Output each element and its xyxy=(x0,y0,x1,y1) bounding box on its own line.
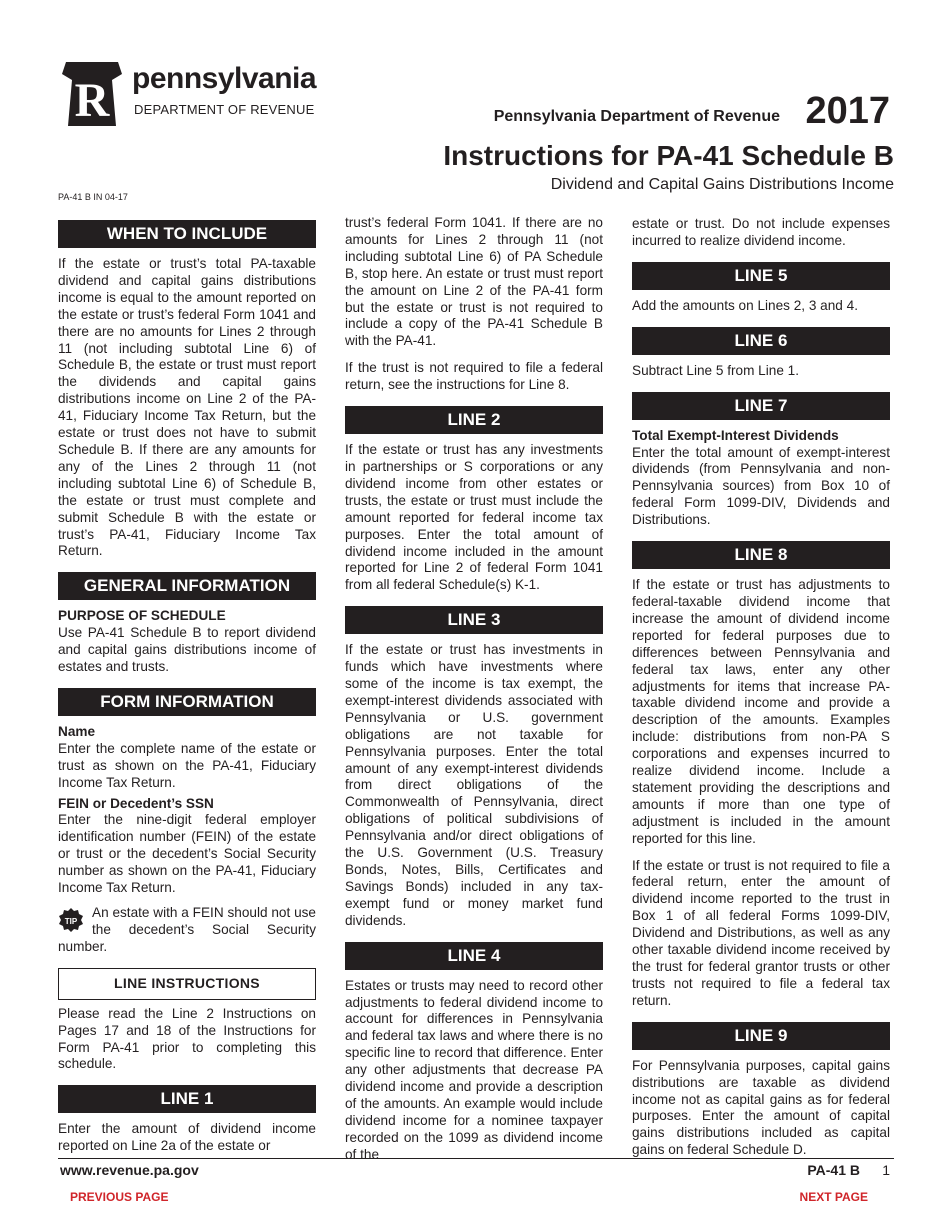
section-line-3: LINE 3 xyxy=(345,606,603,634)
section-form-information: FORM INFORMATION xyxy=(58,688,316,716)
svg-text:TIP: TIP xyxy=(64,917,78,926)
tip-text: An estate with a FEIN should not use the decedent’s Social Security number. xyxy=(58,905,316,954)
section-when-to-include: WHEN TO INCLUDE xyxy=(58,220,316,248)
section-line-instructions: LINE INSTRUCTIONS xyxy=(58,968,316,1000)
section-line-2: LINE 2 xyxy=(345,406,603,434)
line-7-heading: Total Exempt-Interest Dividends xyxy=(632,427,839,443)
section-line-1: LINE 1 xyxy=(58,1085,316,1113)
purpose-heading: PURPOSE OF SCHEDULE xyxy=(58,608,226,624)
svg-text:R: R xyxy=(74,74,110,127)
tip-note xyxy=(58,905,316,956)
page-subtitle: Dividend and Capital Gains Distributions Income xyxy=(550,176,894,193)
line-1-continued-text: trust’s federal Form 1041. If there are no amounts for Lines 2 through 11 (not including subtotal Line 6) of PA Schedule B, stop here. An estate or trust must report the amount on Line 2 of the PA-41 form but the estate or trust is not required to include a copy of the PA-41 Schedule B with the PA-41. xyxy=(345,215,603,349)
line-6-text: Subtract Line 5 from Line 1. xyxy=(632,362,799,378)
line-1-federal-note: If the trust is not required to file a federal return, see the instructions for Line 8. xyxy=(345,360,603,393)
column-2 xyxy=(345,215,603,1164)
line-4-text: Estates or trusts may need to record other adjustments to federal dividend income to account for differences in Pennsylvania and federal tax laws and where there is no specific line to record that difference. Enter any other adjustments that decrease PA dividend income and provide a description of the amounts. An example would include dividend income for a nominee taxpayer recorded on the 1099 as dividend income of the xyxy=(345,977,603,1162)
previous-page-link[interactable]: PREVIOUS PAGE xyxy=(70,1190,169,1204)
pa-revenue-logo xyxy=(60,60,340,130)
logo-dept: DEPARTMENT OF REVENUE xyxy=(134,102,315,117)
footer-form-code: PA-41 B xyxy=(807,1162,860,1178)
section-general-information: GENERAL INFORMATION xyxy=(58,572,316,600)
header-department: Pennsylvania Department of Revenue xyxy=(493,108,780,125)
line-8-text-2: If the estate or trust is not required to file a federal return, enter the amount of dividend income reported to the trust in Box 1 of all federal Forms 1099-DIV, Dividend and Distributions, as well as any other taxable dividend income received by the trust for federal grantor trusts or other trusts not required to file a federal tax return. xyxy=(632,857,890,1008)
when-to-include-text: If the estate or trust’s total PA-taxable dividend and capital gains distributions income is equal to the amount reported on the estate or trust’s federal Form 1041 and there are no amounts for Lines 2 through 11 (not including subtotal Line 6) of Schedule B, the estate or trust must report the dividends and capital gains distributions income on Line 2 of the PA-41, Fiduciary Income Tax Return, but the estate or trust does not have to submit Schedule B. If there are any amounts for any of the Lines 2 through 11 (not including subtotal Line 6) of Schedule B, the estate or trust must complete and submit Schedule B with the estate or trust’s PA-41, Fiduciary Income Tax Return. xyxy=(58,256,316,559)
line-2-text: If the estate or trust has any investments in partnerships or S corporations or any dividend income from other estates or trusts, the estate or trust must include the amount reported for federal income tax purposes. Enter the total amount of dividend income included in the amount reported for Line 2 of federal Form 1041 from all federal Schedule(s) K-1. xyxy=(345,442,603,593)
column-1 xyxy=(58,216,316,1155)
line-7-text: Enter the total amount of exempt-interest dividends (from Pennsylvania and non-Pennsylvania sources) from Box 10 of federal Form 1099-DIV, Dividends and Distributions. xyxy=(632,444,890,528)
section-line-7: LINE 7 xyxy=(632,392,890,420)
footer-url: www.revenue.pa.gov xyxy=(60,1162,199,1178)
tip-icon xyxy=(58,907,84,933)
fein-heading: FEIN or Decedent’s SSN xyxy=(58,795,214,811)
column-3 xyxy=(632,216,890,1159)
footer-page-number: 1 xyxy=(882,1162,890,1178)
name-heading: Name xyxy=(58,723,96,739)
logo-name: pennsylvania xyxy=(132,62,317,95)
header-year: 2017 xyxy=(805,90,890,132)
section-line-6: LINE 6 xyxy=(632,327,890,355)
line-9-text: For Pennsylvania purposes, capital gains distributions are taxable as dividend income not as capital gains as for federal purposes. Enter the amount of capital gains distributions included as capital gains on federal Schedule D. xyxy=(632,1057,890,1158)
page-title: Instructions for PA-41 Schedule B xyxy=(443,140,894,171)
line-4-continued-text: estate or trust. Do not include expenses incurred to realize dividend income. xyxy=(632,216,890,248)
line-1-text: Enter the amount of dividend income reported on Line 2a of the estate or xyxy=(58,1121,316,1154)
line-8-text: If the estate or trust has adjustments to federal-taxable dividend income that increase the amount of dividend income reported for federal purposes due to differences between Pennsylvania and federal tax laws, enter any other adjustments for items that increase PA-taxable dividend income and provide a description of the amounts. Examples include: distributions from non-PA S corporations and expenses incurred to realize dividend income. Include a statement providing the descriptions and amounts if more than one type of adjustment is included in the amount reported for this line. xyxy=(632,577,890,846)
purpose-text: Use PA-41 Schedule B to report dividend and capital gains distributions income of estates and trusts. xyxy=(58,625,316,675)
section-line-5: LINE 5 xyxy=(632,262,890,290)
line-5-text: Add the amounts on Lines 2, 3 and 4. xyxy=(632,297,858,313)
name-text: Enter the complete name of the estate or trust as shown on the PA-41, Fiduciary Income Tax Return. xyxy=(58,740,316,790)
fein-text: Enter the nine-digit federal employer identification number (FEIN) of the estate or trust or the decedent’s Social Security number as shown on the PA-41, Fiduciary Income Tax Return. xyxy=(58,812,316,896)
section-line-9: LINE 9 xyxy=(632,1022,890,1050)
next-page-link[interactable]: NEXT PAGE xyxy=(799,1190,868,1204)
form-code: PA-41 B IN 04-17 xyxy=(58,192,128,202)
footer-divider xyxy=(58,1158,894,1159)
line-3-text: If the estate or trust has investments in funds which have investments where some of the income is tax exempt, the exempt-interest dividends associated with Pennsylvania or U.S. government obligations are not taxable for Pennsylvania purposes. Enter the total amount of any exempt-interest dividends from direct obligations of the Commonwealth of Pennsylvania, direct obligations of political subdivisions of Pennsylvania and/or direct obligations of the U.S. Government (U.S. Treasury Bonds, Notes, Bills, Certificates and Savings Bonds) included in any tax-exempt fund or money market fund dividends. xyxy=(345,642,603,928)
line-instructions-text: Please read the Line 2 Instructions on Pages 17 and 18 of the Instructions for Form PA-41 prior to completing this schedule. xyxy=(58,1005,316,1072)
keystone-icon xyxy=(60,60,124,128)
section-line-4: LINE 4 xyxy=(345,942,603,970)
section-line-8: LINE 8 xyxy=(632,541,890,569)
